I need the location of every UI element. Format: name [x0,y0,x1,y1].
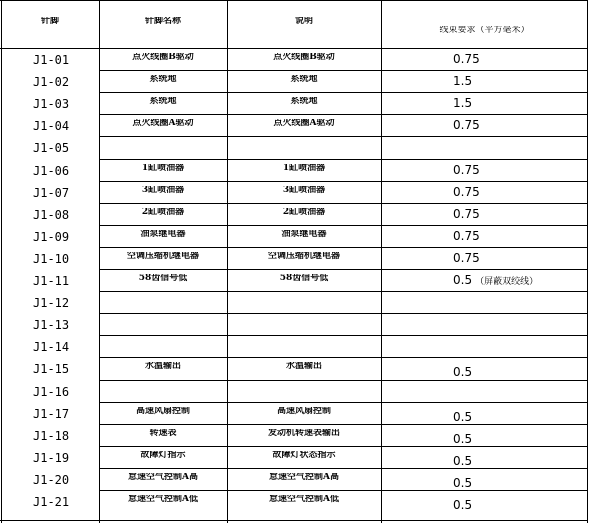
row-wire-requirement [453,230,480,242]
row-pin: J1-04 [33,120,70,132]
row-wire-requirement [453,186,480,198]
wire-gauge-value: 0.75 [453,208,480,220]
header-pin: 针脚 [40,17,59,26]
grid-line [100,446,588,447]
row-wire-requirement [453,274,538,287]
header-pin-name: 针脚名称 [144,17,181,26]
grid-line [100,490,588,491]
row-wire-requirement [453,164,480,176]
row-description: 系统地 [290,97,318,106]
row-pin: J1-13 [33,319,70,331]
row-pin-name: 系统地 [149,75,177,84]
grid-line [100,335,588,336]
row-pin-name: 3缸喷油器 [141,186,185,195]
grid-line [100,357,588,358]
wire-gauge-value: 0.75 [453,53,480,65]
row-pin-name: 油泵继电器 [140,230,186,239]
row-description: 点火线圈B驱动 [273,53,335,62]
row-pin-name: 故障灯指示 [140,451,186,460]
grid-line [0,48,588,49]
grid-line [100,203,588,204]
row-wire-requirement [453,53,480,65]
row-pin: J1-11 [33,275,70,287]
grid-line [100,181,588,182]
wire-gauge-value: 0.5 [453,499,473,511]
row-pin-name: 点火线圈A驱动 [132,119,194,128]
grid-line [100,247,588,248]
row-pin-name: 1缸喷油器 [141,164,185,173]
row-wire-requirement [453,119,480,131]
row-description: 故障灯状态指示 [272,451,336,460]
row-pin: J1-12 [33,297,70,309]
row-description: 水温输出 [285,362,322,371]
row-wire-requirement [453,75,472,87]
row-pin: J1-02 [33,76,70,88]
wire-gauge-value: 0.5 [453,411,473,423]
wire-gauge-value: 0.5 [453,366,473,378]
row-wire-requirement [453,366,472,378]
wire-gauge-value: 0.75 [453,119,480,131]
grid-line [0,0,588,1]
row-pin: J1-09 [33,231,70,243]
row-pin: J1-18 [33,430,70,442]
row-pin: J1-01 [33,54,70,66]
row-pin-name: 怠速空气控制A高 [128,473,198,482]
grid-line [100,468,588,469]
row-pin: J1-17 [33,408,70,420]
wire-gauge-value: 0.5 [453,274,473,287]
row-pin: J1-15 [33,363,70,375]
row-description: 58齿信号低 [279,274,329,283]
row-pin-name: 转速表 [149,429,177,438]
wire-gauge-value: 1.5 [453,97,473,109]
grid-line [100,70,588,71]
row-description: 怠速空气控制A低 [269,495,339,504]
row-wire-requirement [453,97,472,109]
wire-gauge-value: 0.75 [453,230,480,242]
grid-line [100,424,588,425]
wire-gauge-value: 0.5 [453,477,473,489]
row-pin-name: 系统地 [149,97,177,106]
row-pin: J1-16 [33,386,70,398]
row-pin-name: 水温输出 [144,362,181,371]
row-pin: J1-21 [33,496,70,508]
row-description: 油泵继电器 [281,230,327,239]
row-pin: J1-08 [33,209,70,221]
row-description: 高速风扇控制 [276,407,331,416]
row-pin: J1-14 [33,341,70,353]
grid-line [100,313,588,314]
wire-gauge-value: 0.5 [453,433,473,445]
grid-line [100,402,588,403]
wire-gauge-value: 1.5 [453,75,473,87]
wire-note: （屏蔽双绞线） [475,277,539,287]
row-pin-name: 高速风扇控制 [135,407,190,416]
row-description: 空调压缩机继电器 [267,252,340,261]
header-wire-requirement: 线束要求（平方毫米） [439,26,530,35]
grid-line [100,136,588,137]
row-pin: J1-07 [33,187,70,199]
row-description: 系统地 [290,75,318,84]
row-pin-name: 点火线圈B驱动 [132,53,194,62]
grid-line [381,0,382,523]
row-pin: J1-06 [33,165,70,177]
row-description: 2缸喷油器 [282,208,326,217]
row-pin: J1-05 [33,142,70,154]
row-wire-requirement [453,411,472,423]
row-pin-name: 58齿信号低 [138,274,188,283]
row-wire-requirement [453,455,472,467]
row-description: 发动机转速表输出 [267,429,340,438]
grid-line [100,225,588,226]
header-description: 说明 [294,17,313,26]
wire-gauge-value: 0.75 [453,164,480,176]
wire-gauge-value: 0.5 [453,455,473,467]
row-pin: J1-03 [33,98,70,110]
row-wire-requirement [453,252,480,264]
grid-line [100,114,588,115]
row-pin: J1-19 [33,452,70,464]
row-pin: J1-10 [33,253,70,265]
grid-line [1,0,2,523]
row-description: 点火线圈A驱动 [273,119,335,128]
row-description: 怠速空气控制A高 [269,473,339,482]
row-pin-name: 空调压缩机继电器 [126,252,199,261]
row-pin-name: 2缸喷油器 [141,208,185,217]
grid-line [100,269,588,270]
row-wire-requirement [453,499,472,511]
grid-line [100,380,588,381]
row-description: 3缸喷油器 [282,186,326,195]
row-wire-requirement [453,477,472,489]
wire-gauge-value: 0.75 [453,186,480,198]
grid-line [587,0,588,523]
row-pin: J1-20 [33,474,70,486]
grid-line [0,520,588,521]
grid-line [100,92,588,93]
row-wire-requirement [453,433,472,445]
grid-line [100,159,588,160]
grid-line [100,291,588,292]
wire-gauge-value: 0.75 [453,252,480,264]
row-pin-name: 怠速空气控制A低 [128,495,198,504]
row-wire-requirement [453,208,480,220]
row-description: 1缸喷油器 [282,164,326,173]
